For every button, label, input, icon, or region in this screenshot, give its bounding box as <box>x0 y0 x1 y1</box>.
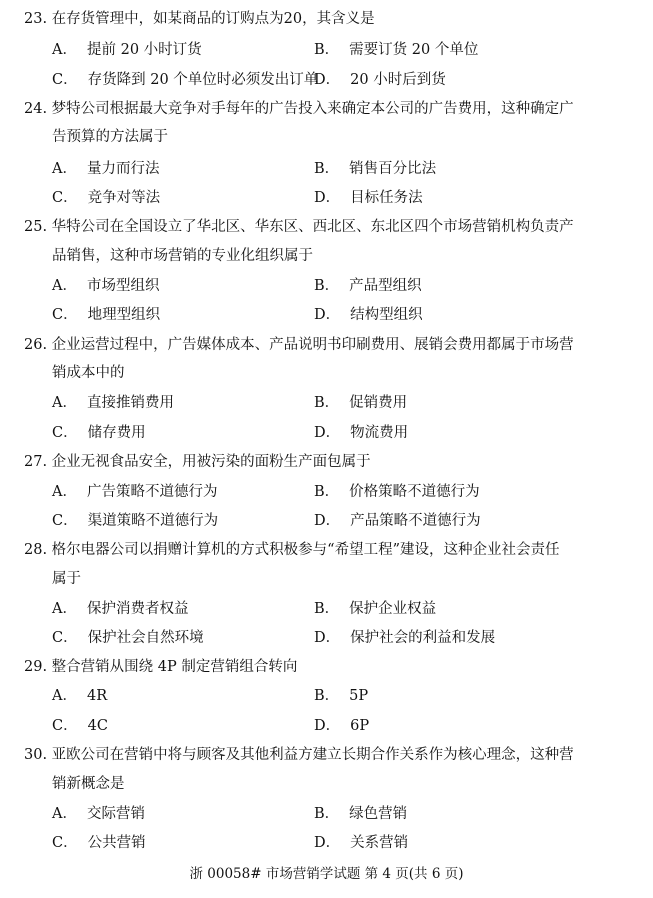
option-d <box>314 833 408 853</box>
option-a <box>52 804 145 824</box>
option-d <box>314 70 446 90</box>
option-a <box>52 393 174 413</box>
option-text: 储存费用 <box>87 425 146 441</box>
question-text: 整合营销从围绕 4P 制定营销组合转向 <box>51 659 298 675</box>
option-text: 销售百分比法 <box>349 161 437 177</box>
question-stem-continued: 销新概念是 <box>52 776 125 792</box>
option-text: 保护消费者权益 <box>86 601 189 617</box>
question-number: 29. <box>24 659 48 675</box>
question-number: 23. <box>24 11 48 27</box>
option-key: A． <box>52 42 77 58</box>
option-text: 关系营销 <box>350 835 409 851</box>
question-text: 企业无视食品安全，用被污染的面粉生产面包属于 <box>51 454 371 470</box>
option-key: B． <box>314 278 340 294</box>
question-stem <box>24 745 574 765</box>
question-text: 企业运营过程中，广告媒体成本、产品说明书印刷费用、展销会费用都属于市场营 <box>51 337 574 353</box>
option-key: D． <box>314 307 341 323</box>
option-text: 交际营销 <box>86 806 145 822</box>
option-key: B． <box>314 806 340 822</box>
option-text: 产品策略不道德行为 <box>350 513 481 529</box>
option-text: 绿色营销 <box>349 806 408 822</box>
option-b <box>314 393 407 413</box>
option-d <box>314 628 495 648</box>
option-c <box>52 188 160 208</box>
option-key: C． <box>52 718 78 734</box>
option-a <box>52 686 107 706</box>
question-text: 格尔电器公司以捐赠计算机的方式积极参与“希望工程”建设，这种企业社会责任 <box>51 542 560 558</box>
question-stem-continued: 品销售，这种市场营销的专业化组织属于 <box>52 248 313 264</box>
option-b <box>314 40 478 60</box>
question-number: 30. <box>24 747 48 763</box>
question-stem-continued: 销成本中的 <box>52 365 125 381</box>
option-key: B． <box>314 484 340 500</box>
option-text: 促销费用 <box>349 395 408 411</box>
option-key: D． <box>314 718 341 734</box>
option-c <box>52 628 204 648</box>
question-text: 梦特公司根据最大竞争对手每年的广告投入来确定本公司的广告费用，这种确定广 <box>51 101 574 117</box>
option-key: A． <box>52 484 77 500</box>
option-b <box>314 686 368 706</box>
option-key: C． <box>52 307 78 323</box>
option-text: 保护企业权益 <box>349 601 437 617</box>
option-key: A． <box>52 688 77 704</box>
option-key: A． <box>52 161 77 177</box>
option-text: 渠道策略不道德行为 <box>87 513 219 529</box>
option-text: 地理型组织 <box>87 307 161 323</box>
option-text: 4C <box>87 718 108 734</box>
option-c <box>52 833 146 853</box>
question-number: 28. <box>24 542 48 558</box>
option-b <box>314 159 436 179</box>
option-c <box>52 70 318 90</box>
option-key: D． <box>314 835 341 851</box>
option-text: 竞争对等法 <box>87 190 161 206</box>
option-a <box>52 599 188 619</box>
option-text: 结构型组织 <box>350 307 423 323</box>
option-key: D． <box>314 513 341 529</box>
option-c <box>52 423 146 443</box>
option-key: B． <box>314 42 340 58</box>
option-key: B． <box>314 688 340 704</box>
option-text: 目标任务法 <box>350 190 423 206</box>
option-key: B． <box>314 161 340 177</box>
option-key: C． <box>52 630 78 646</box>
option-key: C． <box>52 513 78 529</box>
question-text: 亚欧公司在营销中将与顾客及其他利益方建立长期合作关系作为核心理念，这种营 <box>51 747 574 763</box>
option-key: A． <box>52 278 77 294</box>
option-text: 提前 20 小时订货 <box>86 42 202 58</box>
option-text: 20 小时后到货 <box>350 72 446 88</box>
option-key: D． <box>314 630 341 646</box>
question-number: 25. <box>24 219 48 235</box>
question-text: 华特公司在全国设立了华北区、华东区、西北区、东北区四个市场营销机构负责产 <box>51 219 574 235</box>
option-key: D． <box>314 72 341 88</box>
option-d <box>314 716 369 736</box>
option-a <box>52 482 217 502</box>
question-stem <box>24 335 574 355</box>
option-key: D． <box>314 425 341 441</box>
option-b <box>314 276 422 296</box>
option-text: 产品型组织 <box>349 278 422 294</box>
option-text: 广告策略不道德行为 <box>86 484 218 500</box>
option-d <box>314 188 423 208</box>
option-text: 直接推销费用 <box>86 395 174 411</box>
question-number: 26. <box>24 337 48 353</box>
option-c <box>52 305 160 325</box>
option-text: 需要订货 20 个单位 <box>349 42 479 58</box>
option-b <box>314 804 407 824</box>
page-footer: 浙 00058# 市场营销学试题 第 4 页(共 6 页) <box>189 866 464 882</box>
option-key: B． <box>314 601 340 617</box>
question-stem <box>24 657 297 677</box>
option-b <box>314 482 480 502</box>
option-d <box>314 305 423 325</box>
option-key: B． <box>314 395 340 411</box>
option-a <box>52 159 159 179</box>
option-key: A． <box>52 601 77 617</box>
question-stem-continued: 属于 <box>52 571 81 587</box>
option-text: 市场型组织 <box>86 278 160 294</box>
option-key: C． <box>52 425 78 441</box>
option-text: 存货降到 20 个单位时必须发出订单 <box>87 72 319 88</box>
question-text: 在存货管理中，如某商品的订购点为20，其含义是 <box>51 11 375 27</box>
option-key: A． <box>52 806 77 822</box>
option-key: C． <box>52 72 78 88</box>
option-key: C． <box>52 835 78 851</box>
question-stem <box>24 540 560 560</box>
option-text: 6P <box>350 718 370 734</box>
option-text: 公共营销 <box>87 835 146 851</box>
option-d <box>314 511 481 531</box>
question-stem <box>24 9 375 29</box>
option-c <box>52 716 108 736</box>
option-d <box>314 423 408 443</box>
option-text: 物流费用 <box>350 425 409 441</box>
option-text: 4R <box>86 688 108 704</box>
question-number: 27. <box>24 454 48 470</box>
question-stem <box>24 99 574 119</box>
question-number: 24. <box>24 101 48 117</box>
option-key: D． <box>314 190 341 206</box>
question-stem <box>24 217 574 237</box>
option-a <box>52 276 159 296</box>
option-c <box>52 511 218 531</box>
option-text: 5P <box>349 688 369 704</box>
question-stem <box>24 452 371 472</box>
option-a <box>52 40 202 60</box>
option-b <box>314 599 436 619</box>
option-key: A． <box>52 395 77 411</box>
question-stem-continued: 告预算的方法属于 <box>52 129 168 145</box>
option-text: 价格策略不道德行为 <box>349 484 480 500</box>
option-text: 保护社会自然环境 <box>87 630 204 646</box>
option-text: 量力而行法 <box>86 161 160 177</box>
option-key: C． <box>52 190 78 206</box>
option-text: 保护社会的利益和发展 <box>350 630 496 646</box>
